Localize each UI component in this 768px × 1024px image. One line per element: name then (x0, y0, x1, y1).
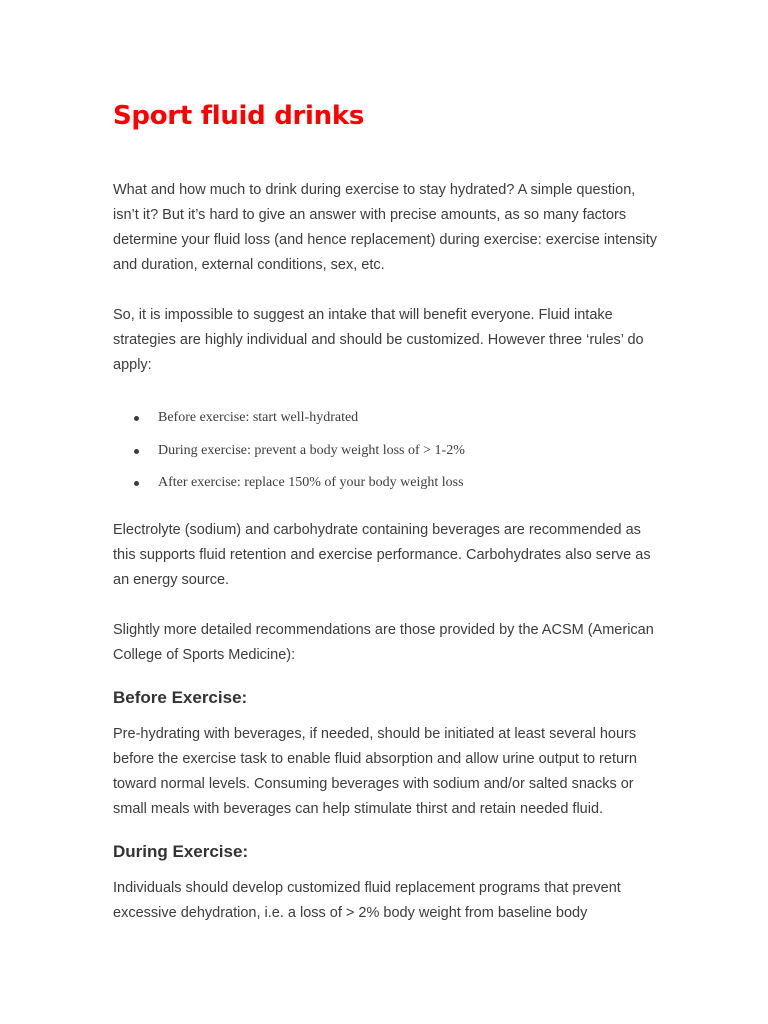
article (113, 96, 658, 926)
before-exercise-text: Pre-hydrating with beverages, if needed, should be initiated at least several hours before the exercise task to enable fluid absorption and allow urine output to return toward normal levels. Consuming beverages with sodium and/or salted snacks or small meals with beverages can help stimulate thirst and retain needed fluid. (113, 726, 637, 817)
bullet-icon (134, 449, 139, 454)
acsm-paragraph: Slightly more detailed recommendations are those provided by the ACSM (American College of Sports Medicine): (113, 622, 654, 663)
rule-text: After exercise: replace 150% of your body weight loss (158, 475, 464, 490)
rule-text: During exercise: prevent a body weight loss of > 1-2% (158, 442, 465, 458)
list-item (113, 408, 658, 428)
list-item (113, 441, 658, 461)
rules-list (113, 408, 658, 493)
intro-paragraph-1: What and how much to drink during exercise to stay hydrated? A simple question, isn’t it? But it’s hard to give an answer with precise amounts, as so many factors determine your fluid loss (and hence replacement) during exercise: exercise intensity and duration, external conditions, sex, etc. (113, 182, 658, 273)
rule-text: Before exercise: start well-hydrated (158, 410, 359, 425)
list-item (113, 473, 658, 493)
page-title: Sport fluid drinks (113, 101, 365, 131)
before-exercise-heading: Before Exercise: (113, 688, 248, 707)
during-exercise-text: Individuals should develop customized fluid replacement programs that prevent excessive dehydration, i.e. a loss of > 2% body weight from baseline body (113, 880, 621, 921)
bullet-icon (134, 481, 139, 486)
during-exercise-heading: During Exercise: (113, 842, 249, 861)
electrolyte-paragraph: Electrolyte (sodium) and carbohydrate containing beverages are recommended as this supports fluid retention and exercise performance. Carbohydrates also serve as an energy source. (113, 522, 651, 588)
intro-paragraph-2: So, it is impossible to suggest an intake that will benefit everyone. Fluid intake strategies are highly individual and should be customized. However three ‘rules’ do apply: (113, 307, 644, 373)
bullet-icon (134, 416, 139, 421)
